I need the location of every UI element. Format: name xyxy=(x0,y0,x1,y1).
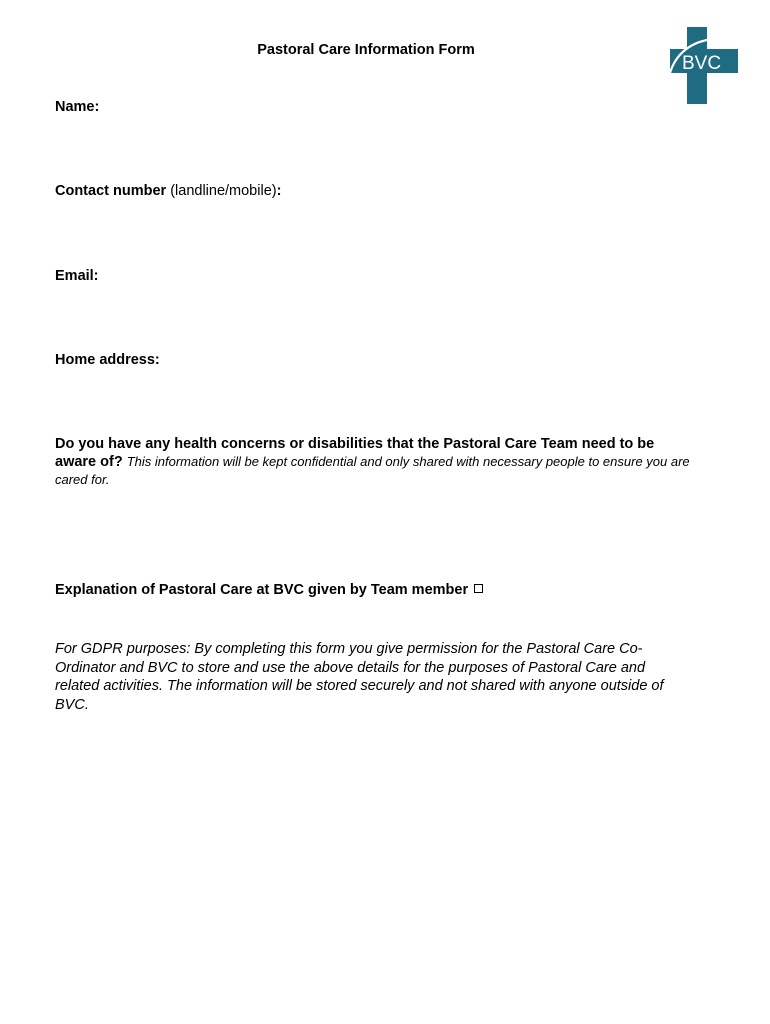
name-label: Name: xyxy=(55,99,100,115)
health-concerns-section xyxy=(55,435,695,489)
health-confidentiality-note: This information will be kept confidential and only shared with necessary people to ensure you are cared for. xyxy=(55,454,690,487)
contact-number-label-text: Contact number xyxy=(55,183,167,199)
health-question: Do you have any health concerns or disabilities that the Pastoral Care Team need to be aware of? xyxy=(55,436,655,470)
gdpr-statement: For GDPR purposes: By completing this form you give permission for the Pastoral Care Co-Ordinator and BVC to store and use the above details for the purposes of Pastoral Care and related activities. The information will be stored securely and not shared with anyone outside of BVC. xyxy=(55,641,664,713)
email-label: Email: xyxy=(55,268,99,284)
contact-number-hint: (landline/mobile) xyxy=(166,183,277,199)
bvc-logo xyxy=(668,27,740,104)
page-title: Pastoral Care Information Form xyxy=(257,42,475,58)
explanation-checkbox[interactable] xyxy=(474,584,483,593)
explanation-label: Explanation of Pastoral Care at BVC given by Team member xyxy=(55,582,469,598)
logo-text: BVC xyxy=(682,53,722,74)
home-address-label: Home address: xyxy=(55,352,160,368)
explanation-row xyxy=(55,582,483,598)
contact-number-label xyxy=(55,183,281,199)
contact-number-colon: : xyxy=(276,183,282,199)
